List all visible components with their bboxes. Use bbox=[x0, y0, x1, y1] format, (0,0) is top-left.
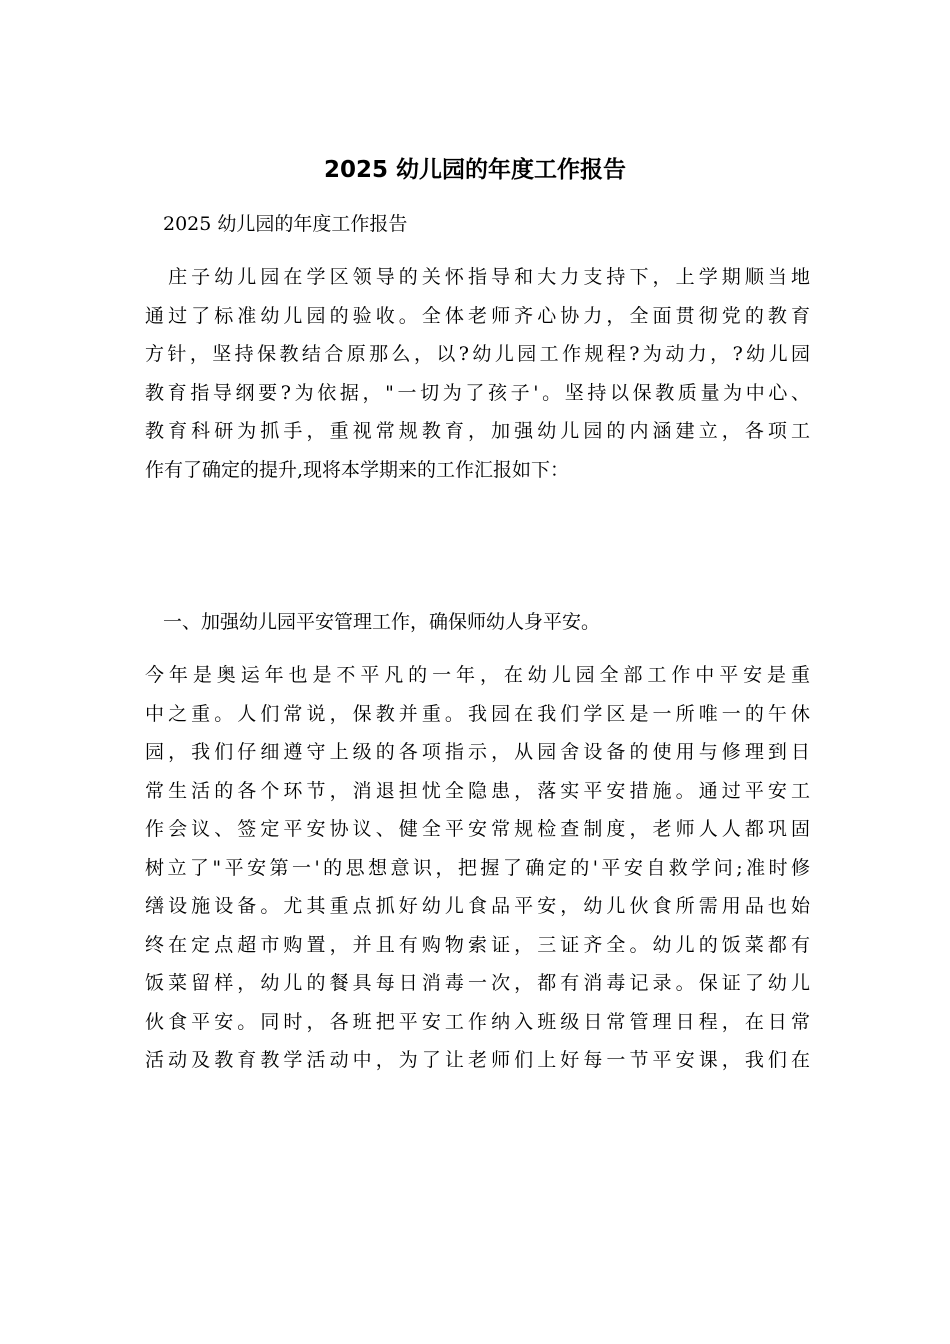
paragraph-line: 中之重。人们常说，保教并重。我园在我们学区是一所唯一的午休 bbox=[145, 702, 810, 725]
paragraph-line: 庄子幼儿园在学区领导的关怀指导和大力支持下，上学期顺当地 bbox=[145, 266, 810, 288]
paragraph-line: 作会议、签定平安协议、健全平安常规检查制度，老师人人都巩固 bbox=[145, 818, 810, 840]
paragraph-line: 伙食平安。同时，各班把平安工作纳入班级日常管理日程，在日常 bbox=[145, 1010, 810, 1033]
paragraph-line: 教育科研为抓手，重视常规教育，加强幼儿园的内涵建立，各项工 bbox=[145, 420, 810, 442]
paragraph-line: 园，我们仔细遵守上级的各项指示，从园舍设备的使用与修理到日 bbox=[145, 741, 810, 763]
paragraph-line: 终在定点超市购置，并且有购物索证，三证齐全。幼儿的饭菜都有 bbox=[145, 933, 810, 956]
paragraph-line: 缮设施设备。尤其重点抓好幼儿食品平安，幼儿伙食所需用品也始 bbox=[145, 895, 810, 917]
paragraph-line: 今年是奥运年也是不平凡的一年，在幼儿园全部工作中平安是重 bbox=[145, 664, 810, 686]
paragraph-line: 通过了标准幼儿园的验收。全体老师齐心协力，全面贯彻党的教育 bbox=[145, 304, 810, 327]
section1-paragraph bbox=[145, 656, 810, 1080]
section-heading: 一、加强幼儿园平安管理工作，确保师幼人身平安。 bbox=[163, 611, 601, 633]
paragraph-line: 常生活的各个环节，消退担忧全隐患，落实平安措施。通过平安工 bbox=[145, 779, 810, 802]
paragraph-line: 教育指导纲要?为依据，"一切为了孩子'。坚持以保教质量为中心、 bbox=[145, 381, 810, 404]
paragraph-line: 饭菜留样，幼儿的餐具每日消毒一次，都有消毒记录。保证了幼儿 bbox=[145, 972, 810, 994]
paragraph-line: 活动及教育教学活动中，为了让老师们上好每一节平安课，我们在 bbox=[145, 1049, 810, 1071]
intro-paragraph bbox=[145, 258, 810, 489]
document-subtitle: 2025 幼儿园的年度工作报告 bbox=[163, 213, 408, 235]
paragraph-line: 作有了确定的提升,现将本学期来的工作汇报如下： bbox=[145, 458, 570, 481]
paragraph-line: 方针，坚持保教结合原那么，以?幼儿园工作规程?为动力，?幼儿园 bbox=[145, 343, 810, 365]
paragraph-line: 树立了"平安第一'的思想意识，把握了确定的'平安自救学问;准时修 bbox=[145, 856, 810, 879]
document-title: 2025 幼儿园的年度工作报告 bbox=[323, 157, 627, 183]
